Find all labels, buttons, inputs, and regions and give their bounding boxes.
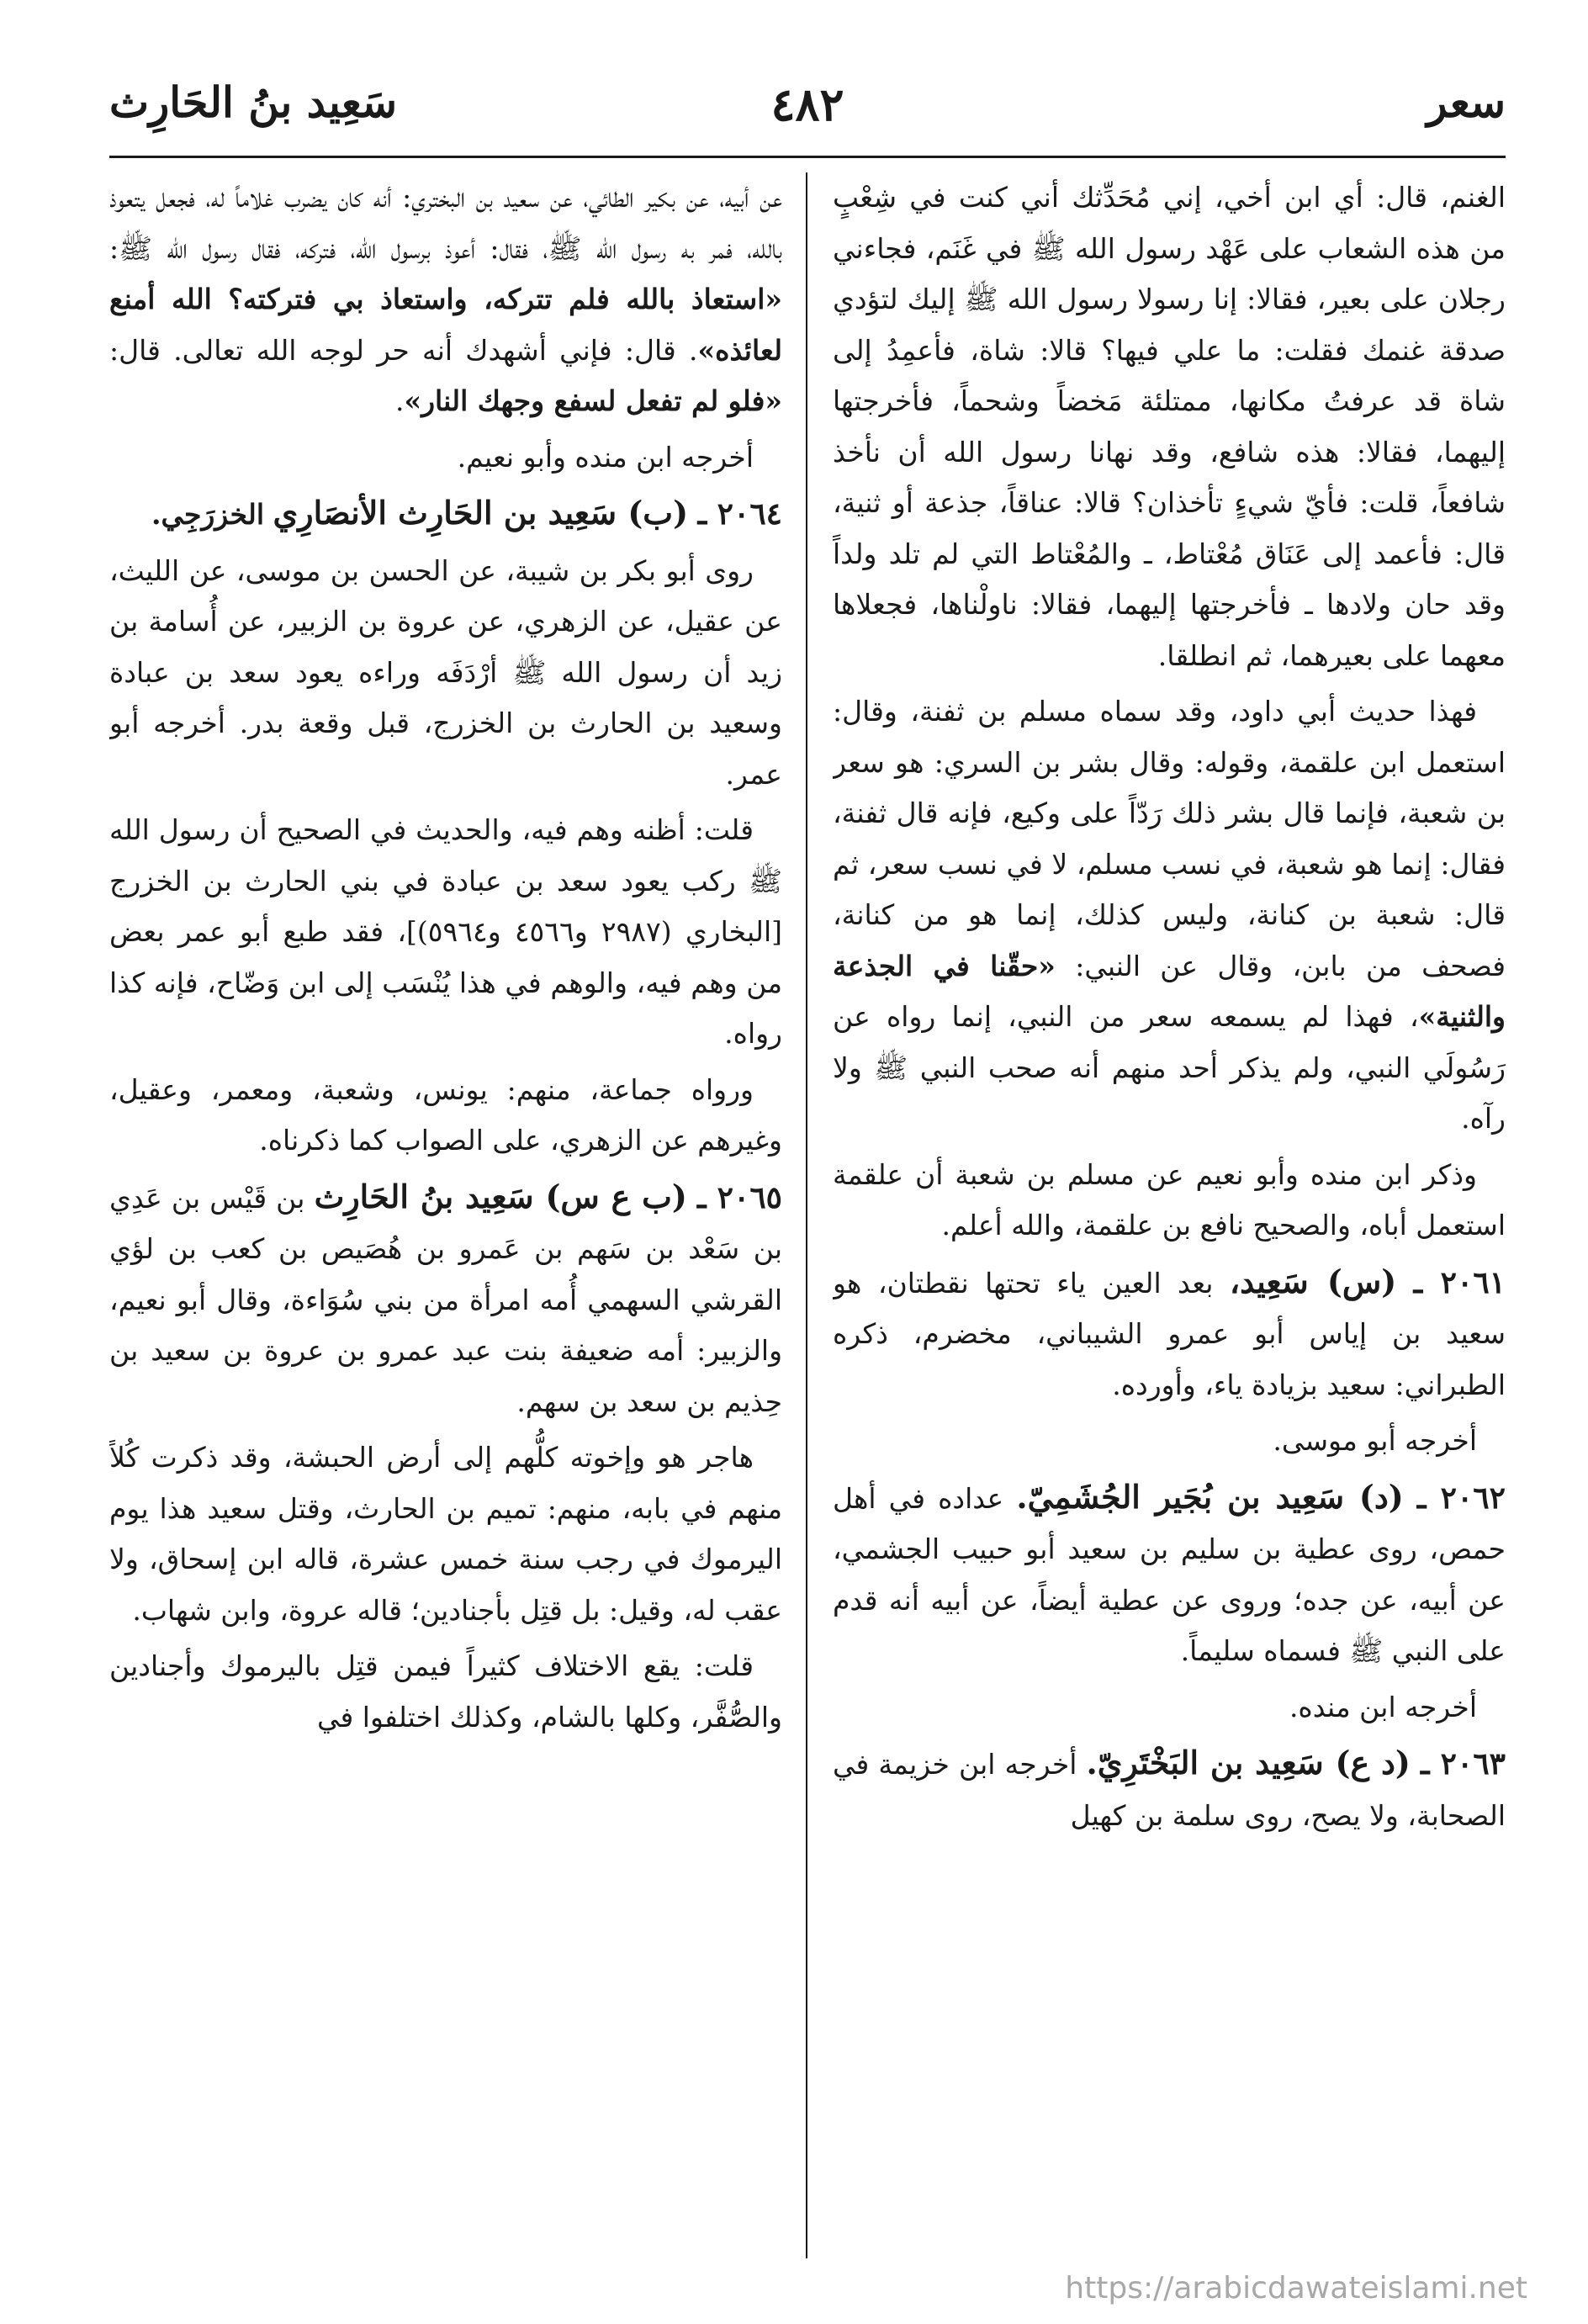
entry-name: (د ع) سَعِيد بن البَخْتَرِيّ.	[1086, 1744, 1411, 1781]
entry-2061	[833, 1257, 1506, 1411]
entry-2062	[833, 1472, 1506, 1677]
paragraph-text: وذكر ابن منده وأبو نعيم عن مسلم بن شعبة أن علقمة استعمل أباه، والصحيح نافع بن علقمة، والله أعلم.	[833, 1157, 1506, 1241]
paragraph-text: الغنم، قال: أي ابن أخي، إني مُحَدِّثك أني كنت في شِعْبٍ من هذه الشعاب على عَهْد رسول الله ﷺ في غَنَم، فجاءني رجلان على بعير، فقالا: إنا رسولا رسول الله ﷺ إليك لتؤدي صدقة غنمك فقلت: ما علي فيها؟ قالا: شاة، فأعمِدُ إلى شاة قد عرفتُ مكانها، ممتلئة مَخضاً وشحماً، فأخرجتها إليهما، فقالا: هذه شافع، وقد نهانا رسول الله أن نأخذ شافعاً، قلت: فأيّ شيءٍ تأخذان؟ قالا: عناقاً، جذعة أو ثنية، قال: فأعمد إلى عَنَاق مُعْتاط، ـ والمُعْتاط التي لم تلد ولداً وقد حان ولادها ـ فأخرجتها إليهما، فقالا: ناولْناها، فجعلاها معهما على بعيرهما، ثم انطلقا.	[833, 181, 1506, 672]
entry-number: ٢٠٦٢ ـ	[1416, 1480, 1506, 1516]
running-head-left: سَعِيد بنُ الحَارِث	[109, 77, 397, 127]
entry-number: ٢٠٦٣ ـ	[1420, 1746, 1506, 1781]
entry-number: ٢٠٦٤ ـ	[697, 496, 782, 532]
paragraph: قلت: أظنه وهم فيه، والحديث في الصحيح أن رسول الله ﷺ ركب يعود سعد بن عبادة في بني الحارث بن الخزرج [البخاري (٢٩٨٧ و٤٥٦٦ و٥٩٦٤)]، فقد طبع أبو عمر بعض من وهم فيه، والوهم في هذا يُنْسَب إلى ابن وَضّاح، فإنه كذا رواه.	[109, 813, 782, 1050]
entry-heading	[314, 1177, 782, 1215]
entry-heading	[1086, 1744, 1506, 1781]
watermark-url: https://arabicdawateislami.net	[1065, 2271, 1527, 2305]
entry-2064	[109, 488, 782, 541]
paragraph-text: .	[394, 384, 405, 417]
entry-name: (ب) سَعِيد بن الحَارِث الأنصَارِي	[273, 494, 689, 532]
paragraph: قلت: يقع الاختلاف كثيراً فيمن قتِل باليرموك وأجنادين والصُّفَّر، وكلها بالشام، وكذلك اختلفوا في	[109, 1649, 782, 1734]
paragraph: روى أبو بكر بن شيبة، عن الحسن بن موسى، عن الليث، عن عقيل، عن الزهري، عن عروة بن الزبير، عن أُسامة بن زيد أن رسول الله ﷺ أرْدَفَه وراءه يعود سعد بن عبادة وسعيد بن الحارث بن الخزرج، قبل وقعة بدر. أخرجه أبو عمر.	[109, 553, 782, 791]
entry-text: أخرجه ابن خزيمة في الصحابة، ولا يصح، روى سلمة بن كهيل	[833, 1748, 1506, 1832]
entry-number: ٢٠٦١ ـ	[1413, 1264, 1506, 1300]
entry-2065	[109, 1172, 782, 1428]
page-number: ٤٨٢	[770, 77, 844, 131]
paragraph	[833, 1150, 1506, 1252]
entry-source: أخرجه ابن منده وأبو نعيم.	[457, 440, 754, 474]
paragraph-text: فهذا حديث أبي داود، وقد سماه مسلم بن ثفنة، وقال: استعمل ابن علقمة، وقوله: وقال بشر بن السري: هو سعر بن شعبة، فإنما قال بشر ذلك رَدّاً على وكيع، فإنه قال ثفنة، فقال: إنما هو شعبة، في نسب مسلم، لا في نسب سعر، ثم قال: شعبة بن كنانة، وليس كذلك، إنما هو من كنانة، فصحف من بابن، وقال عن النبي:	[833, 695, 1506, 982]
entry-text: عداده في أهل حمص، روى عطية بن سليم بن سعيد أبو حبيب الجشمي، عن أبيه، عن جده؛ وروى عن عطية أيضاً، عن أبيه أنه قدم على النبي ﷺ فسماه سليماً.	[833, 1481, 1506, 1667]
entry-text: الخزرَجِي.	[151, 498, 265, 531]
entry-text: بعد العين ياء تحتها نقطتان، هو سعيد بن إياس أبو عمرو الشيباني، مخضرم، ذكره الطبراني: سعيد بزيادة ياء، وأورده.	[833, 1266, 1506, 1401]
entry-2063	[833, 1738, 1506, 1841]
entry-name: (س) سَعِيد،	[1229, 1262, 1397, 1300]
hadith-quote: «حقّنا في الجذعة والثنية»	[833, 949, 1506, 1033]
entry-heading	[273, 494, 782, 532]
paragraph	[109, 172, 782, 427]
entry-heading	[1229, 1262, 1506, 1300]
running-head-right: سعر	[1427, 77, 1506, 127]
entry-name: (ب ع س) سَعِيد بنُ الحَارِث	[314, 1177, 687, 1215]
entry-source: أخرجه أبو موسى.	[1273, 1424, 1477, 1457]
paragraph: هاجر هو وإخوته كلُّهم إلى أرض الحبشة، وقد ذكرت كُلاً منهم في بابه، منهم: تميم بن الحارث، وقتل سعيد هذا يوم اليرموك في رجب سنة خمس عشرة، قاله ابن إسحاق، ولا عقب له، وقيل: بل قتِل بأجنادين؛ قاله عروة، وابن شهاب.	[109, 1441, 782, 1627]
paragraph-text: ، فهذا لم يسمعه سعر من النبي، إنما رواه عن رَسُولَي النبي، ولم يذكر أحد منهم أنه صحب النبي ﷺ ولا رآه.	[833, 1000, 1506, 1135]
paragraph-text: . قال: فإني أشهدك أنه حر لوجه الله تعالى. قال:	[109, 333, 698, 367]
entry-number: ٢٠٦٥ ـ	[696, 1179, 782, 1215]
entry-text: بن قَيْس بن عَدِي بن سَعْد بن سَهم بن عَمرو بن هُصَيص بن كعب بن لؤي القرشي السهمي أُمه امرأة من بني سُوَاءة، وقال أبو نعيم، والزبير: أمه ضعيفة بنت عبد عمرو بن عروة بن سعيد بن حِذيم بن سعد بن سهم.	[109, 1181, 782, 1418]
left-column	[109, 172, 782, 2258]
paragraph: ورواه جماعة، منهم: يونس، وشعبة، ومعمر، وعقيل، وغيرهم عن الزهري، على الصواب كما ذكرناه.	[109, 1072, 782, 1157]
paragraph	[833, 172, 1506, 681]
entry-heading	[1016, 1477, 1506, 1516]
paragraph-text: عن أبيه، عن بكير الطائي، عن سعيد بن البختري: أنه كان يضرب غلاماً له، فجعل يتعوذ بالله، فمر به رسول الله ﷺ، فقال: أعوذ برسول الله، فتركه، فقال رسول الله ﷺ:	[109, 181, 782, 265]
column-divider	[806, 172, 807, 2258]
hadith-quote: «استعاذ بالله فلم تتركه، واستعاذ بي فتركته؟ الله أمنع لعائذه»	[109, 283, 782, 367]
entry-source: أخرجه ابن منده.	[1289, 1690, 1477, 1723]
page-header	[109, 77, 1506, 153]
header-rule	[109, 156, 1506, 158]
quran-quote: «فلو لم تفعل لسفع وجهك النار»	[404, 384, 782, 417]
right-column	[833, 172, 1506, 2258]
entry-name: (د) سَعِيد بن بُجَير الجُشَمِيّ.	[1016, 1477, 1404, 1516]
paragraph	[833, 686, 1506, 1145]
